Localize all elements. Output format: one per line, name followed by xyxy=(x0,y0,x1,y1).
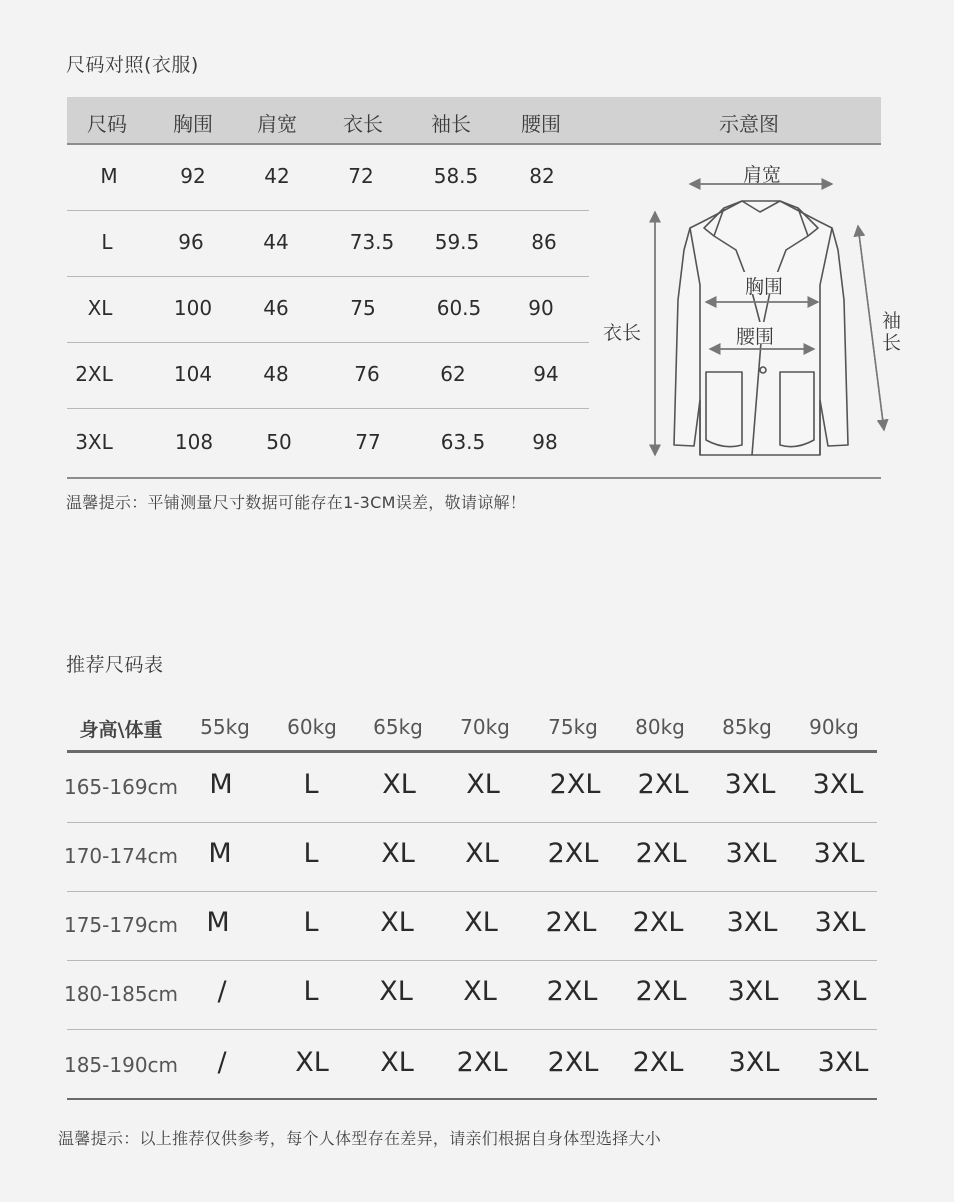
size-cell: XL xyxy=(382,769,416,800)
size-cell: 3XL xyxy=(815,976,867,1007)
size-cell: 3XL xyxy=(817,1047,869,1078)
size-cell: 2XL xyxy=(547,1047,599,1078)
recommend-row xyxy=(63,753,877,823)
cell: XL xyxy=(87,296,113,320)
header-weight: 55kg xyxy=(200,715,250,739)
size-cell: XL xyxy=(380,1047,414,1078)
cell: 48 xyxy=(263,362,289,386)
cell: 104 xyxy=(173,362,213,386)
height-range: 175-179cm xyxy=(63,913,179,937)
size-cell: M xyxy=(209,769,233,800)
header-weight: 65kg xyxy=(373,715,423,739)
size-row-3xl xyxy=(67,410,589,476)
recommend-row xyxy=(63,1031,877,1100)
diagram-label-length: 衣长 xyxy=(603,322,642,344)
size-cell: 2XL xyxy=(635,838,687,869)
cell: 2XL xyxy=(75,362,113,386)
height-range: 165-169cm xyxy=(63,775,179,799)
cell: L xyxy=(101,230,113,254)
size-cell: 3XL xyxy=(725,838,777,869)
size-cell: 2XL xyxy=(549,769,601,800)
cell: 72 xyxy=(348,164,374,188)
header-shoulder: 肩宽 xyxy=(257,112,297,136)
size-cell: 2XL xyxy=(637,769,689,800)
size-cell: M xyxy=(208,838,232,869)
size-cell: 3XL xyxy=(727,976,779,1007)
size-cell: / xyxy=(217,1047,227,1078)
size-chart-header xyxy=(67,97,881,145)
cell: 90 xyxy=(528,296,554,320)
header-weight: 80kg xyxy=(635,715,685,739)
size-cell: XL xyxy=(379,976,413,1007)
size-chart-bottom-line xyxy=(67,477,881,479)
size-chart-title: 尺码对照(衣服) xyxy=(66,54,199,76)
height-range: 180-185cm xyxy=(63,982,179,1006)
jacket-diagram xyxy=(590,150,910,470)
cell: 63.5 xyxy=(440,430,486,454)
size-cell: M xyxy=(206,907,230,938)
size-cell: 2XL xyxy=(456,1047,508,1078)
recommend-bottom-line xyxy=(67,1098,877,1100)
size-cell: 2XL xyxy=(547,838,599,869)
header-diagram: 示意图 xyxy=(719,112,779,136)
size-cell: 3XL xyxy=(724,769,776,800)
header-weight: 85kg xyxy=(722,715,772,739)
size-cell: 2XL xyxy=(635,976,687,1007)
size-row-m xyxy=(67,144,589,211)
header-weight: 60kg xyxy=(287,715,337,739)
size-row-l xyxy=(67,210,589,277)
diagram-label-chest: 胸围 xyxy=(745,276,784,298)
size-cell: 3XL xyxy=(726,907,778,938)
size-cell: L xyxy=(303,838,319,869)
size-cell: L xyxy=(303,907,319,938)
recommend-row xyxy=(63,822,877,892)
cell: 46 xyxy=(263,296,289,320)
measurement-note: 温馨提示：平铺测量尺寸数据可能存在1-3CM误差，敬请谅解！ xyxy=(66,493,527,512)
size-cell: XL xyxy=(295,1047,329,1078)
size-cell: 3XL xyxy=(812,769,864,800)
cell: 76 xyxy=(354,362,380,386)
size-cell: XL xyxy=(381,838,415,869)
size-cell: 2XL xyxy=(632,907,684,938)
header-weight: 70kg xyxy=(460,715,510,739)
diagram-label-shoulder: 肩宽 xyxy=(743,164,782,186)
recommend-row xyxy=(63,891,877,961)
cell: 60.5 xyxy=(436,296,482,320)
header-weight: 75kg xyxy=(548,715,598,739)
recommend-row xyxy=(63,960,877,1030)
diagram-label-waist: 腰围 xyxy=(736,326,775,348)
size-cell: XL xyxy=(466,769,500,800)
cell: 50 xyxy=(266,430,292,454)
header-corner: 身高\体重 xyxy=(79,719,163,741)
cell: 3XL xyxy=(75,430,113,454)
cell: 108 xyxy=(174,430,214,454)
size-cell: XL xyxy=(463,976,497,1007)
size-cell: 2XL xyxy=(546,976,598,1007)
cell: 73.5 xyxy=(349,230,395,254)
header-waist: 腰围 xyxy=(521,112,561,136)
cell: 94 xyxy=(533,362,559,386)
size-cell: 3XL xyxy=(813,838,865,869)
cell: 96 xyxy=(178,230,204,254)
size-cell: 3XL xyxy=(728,1047,780,1078)
header-length: 衣长 xyxy=(343,112,383,136)
cell: 44 xyxy=(263,230,289,254)
cell: 82 xyxy=(529,164,555,188)
size-cell: / xyxy=(217,976,227,1007)
header-sleeve: 袖长 xyxy=(431,112,471,136)
size-cell: XL xyxy=(465,838,499,869)
size-cell: XL xyxy=(380,907,414,938)
height-range: 185-190cm xyxy=(63,1053,179,1077)
cell: 75 xyxy=(350,296,376,320)
cell: 42 xyxy=(264,164,290,188)
cell: 98 xyxy=(532,430,558,454)
cell: 86 xyxy=(531,230,557,254)
recommend-chart-title: 推荐尺码表 xyxy=(66,654,164,676)
size-cell: XL xyxy=(464,907,498,938)
header-weight: 90kg xyxy=(809,715,859,739)
size-cell: L xyxy=(303,769,319,800)
header-size: 尺码 xyxy=(87,112,127,136)
size-row-xl xyxy=(67,276,589,343)
size-cell: 2XL xyxy=(545,907,597,938)
size-cell: 2XL xyxy=(632,1047,684,1078)
cell: 62 xyxy=(440,362,466,386)
height-range: 170-174cm xyxy=(63,844,179,868)
cell: 92 xyxy=(180,164,206,188)
recommend-note: 温馨提示：以上推荐仅供参考，每个人体型存在差异，请亲们根据自身体型选择大小 xyxy=(58,1129,662,1148)
cell: M xyxy=(100,164,118,188)
size-cell: L xyxy=(303,976,319,1007)
header-chest: 胸围 xyxy=(173,112,213,136)
cell: 100 xyxy=(173,296,213,320)
diagram-label-sleeve: 袖长 xyxy=(882,310,902,354)
size-row-2xl xyxy=(67,342,589,409)
size-cell: 3XL xyxy=(814,907,866,938)
cell: 77 xyxy=(355,430,381,454)
recommend-header xyxy=(67,706,877,753)
cell: 58.5 xyxy=(433,164,479,188)
cell: 59.5 xyxy=(434,230,480,254)
